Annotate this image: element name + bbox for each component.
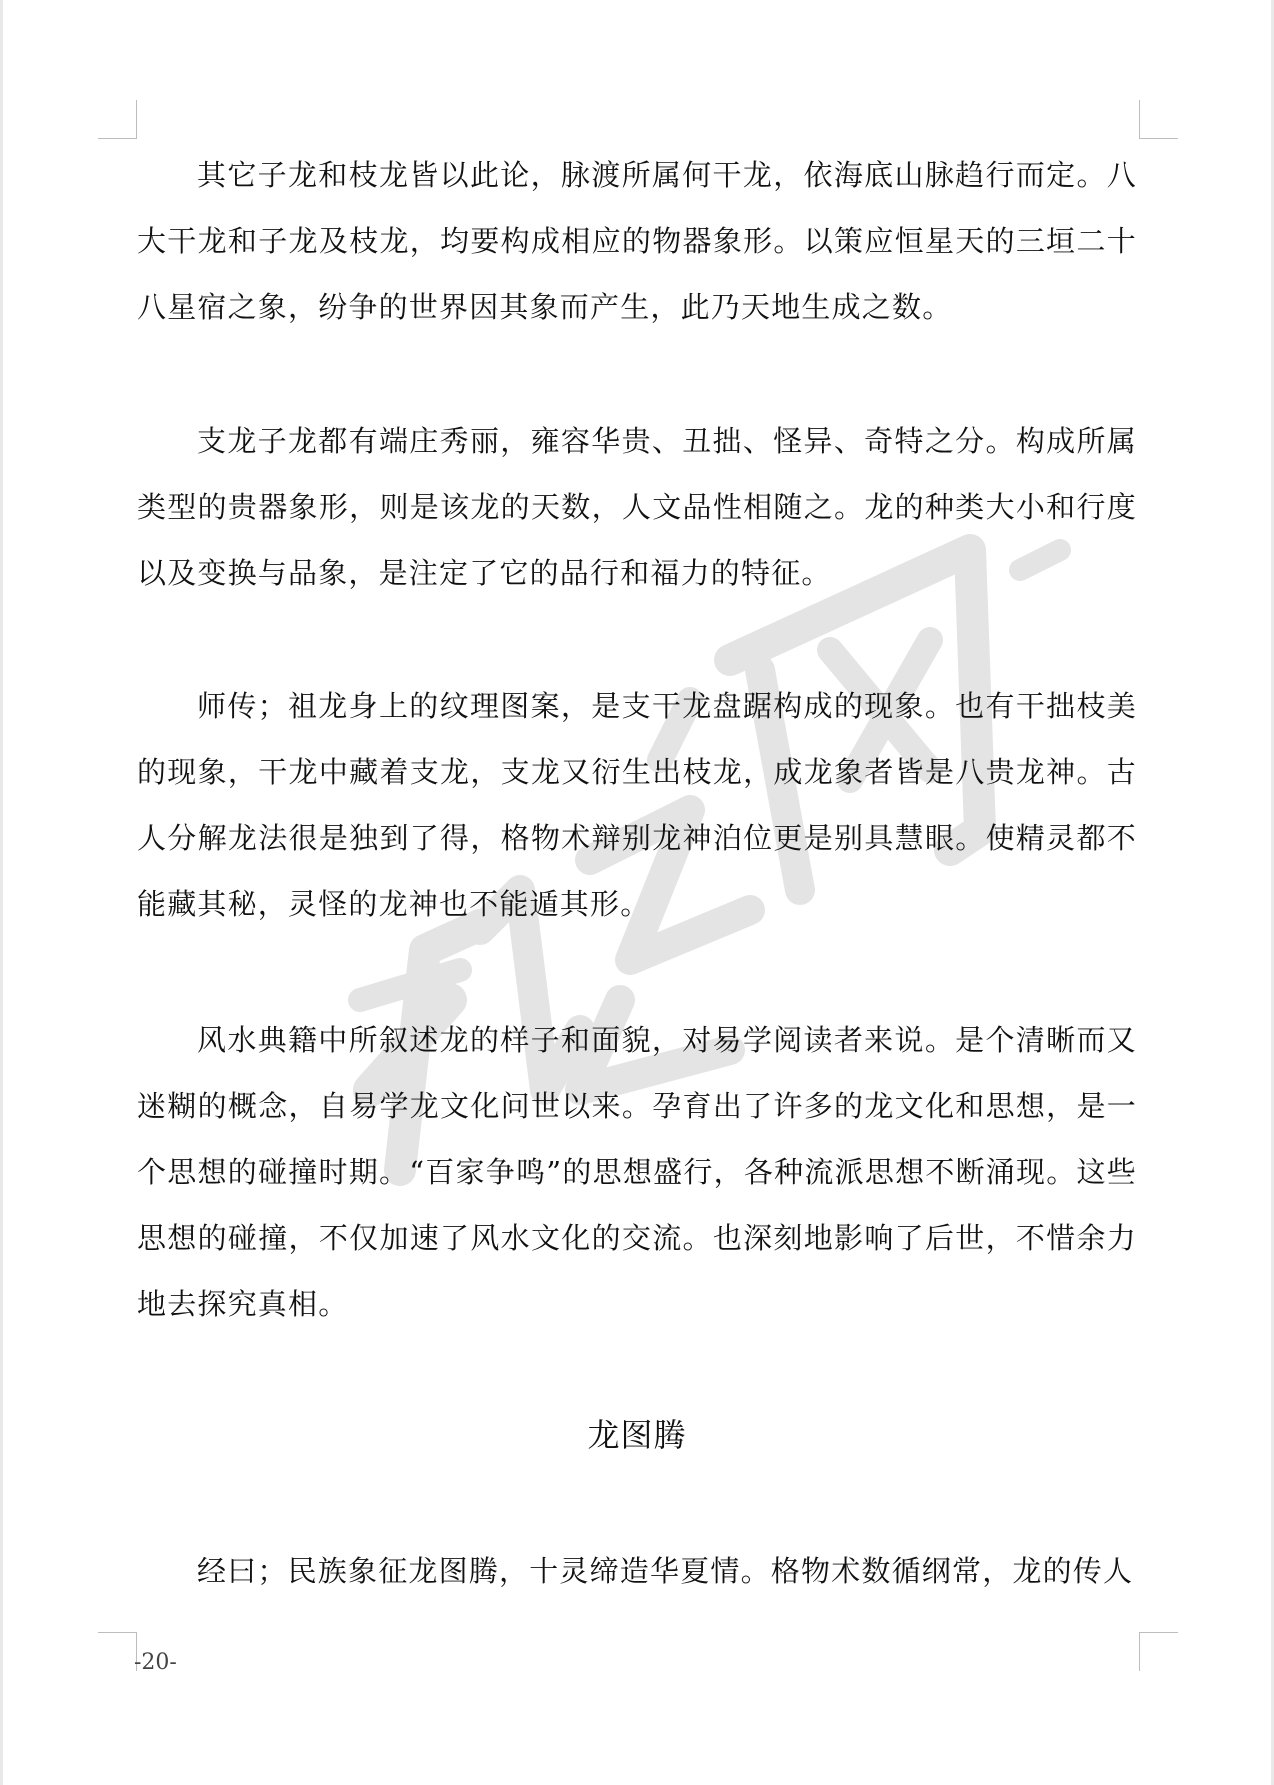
- crop-mark-bottom-left: [98, 1632, 137, 1671]
- crop-mark-top-left: [98, 100, 137, 139]
- crop-mark-top-right: [1139, 100, 1178, 139]
- crop-mark-bottom-right: [1139, 1632, 1178, 1671]
- paragraph-3: 师传；祖龙身上的纹理图案，是支干龙盘踞构成的现象。也有干拙枝美的现象，干龙中藏着支龙，支龙又衍生出枝龙，成龙象者皆是八贵龙神。古人分解龙法很是独到了得，格物术辩别龙神泊位更是别具慧眼。使精灵都不能藏其秘，灵怪的龙神也不能遁其形。: [137, 689, 1137, 921]
- page-number: -20-: [134, 1650, 177, 1675]
- paragraph-2: 支龙子龙都有端庄秀丽，雍容华贵、丑拙、怪异、奇特之分。构成所属类型的贵器象形，则是该龙的天数，人文品性相随之。龙的种类大小和行度以及变换与品象，是注定了它的品行和福力的特征。: [137, 424, 1137, 590]
- section-heading: 龙图腾: [587, 1416, 687, 1454]
- page-edge-left: [0, 0, 3, 1785]
- paragraph-1: 其它子龙和枝龙皆以此论，脉渡所属何干龙，依海底山脉趋行而定。八大干龙和子龙及枝龙，均要构成相应的物器象形。以策应恒星天的三垣二十八星宿之象，纷争的世界因其象而产生，此乃天地生成之数。: [137, 158, 1137, 324]
- paragraph-4: 风水典籍中所叙述龙的样子和面貌，对易学阅读者来说。是个清晰而又迷糊的概念，自易学龙文化问世以来。孕育出了许多的龙文化和思想，是一个思想的碰撞时期。“百家争鸣”的思想盛行，各种流派思想不断涌现。这些思想的碰撞，不仅加速了风水文化的交流。也深刻地影响了后世，不惜余力地去探究真相。: [137, 1023, 1137, 1321]
- paragraph-5: 经曰；民族象征龙图腾，十灵缔造华夏情。格物术数循纲常，龙的传人: [197, 1554, 1134, 1588]
